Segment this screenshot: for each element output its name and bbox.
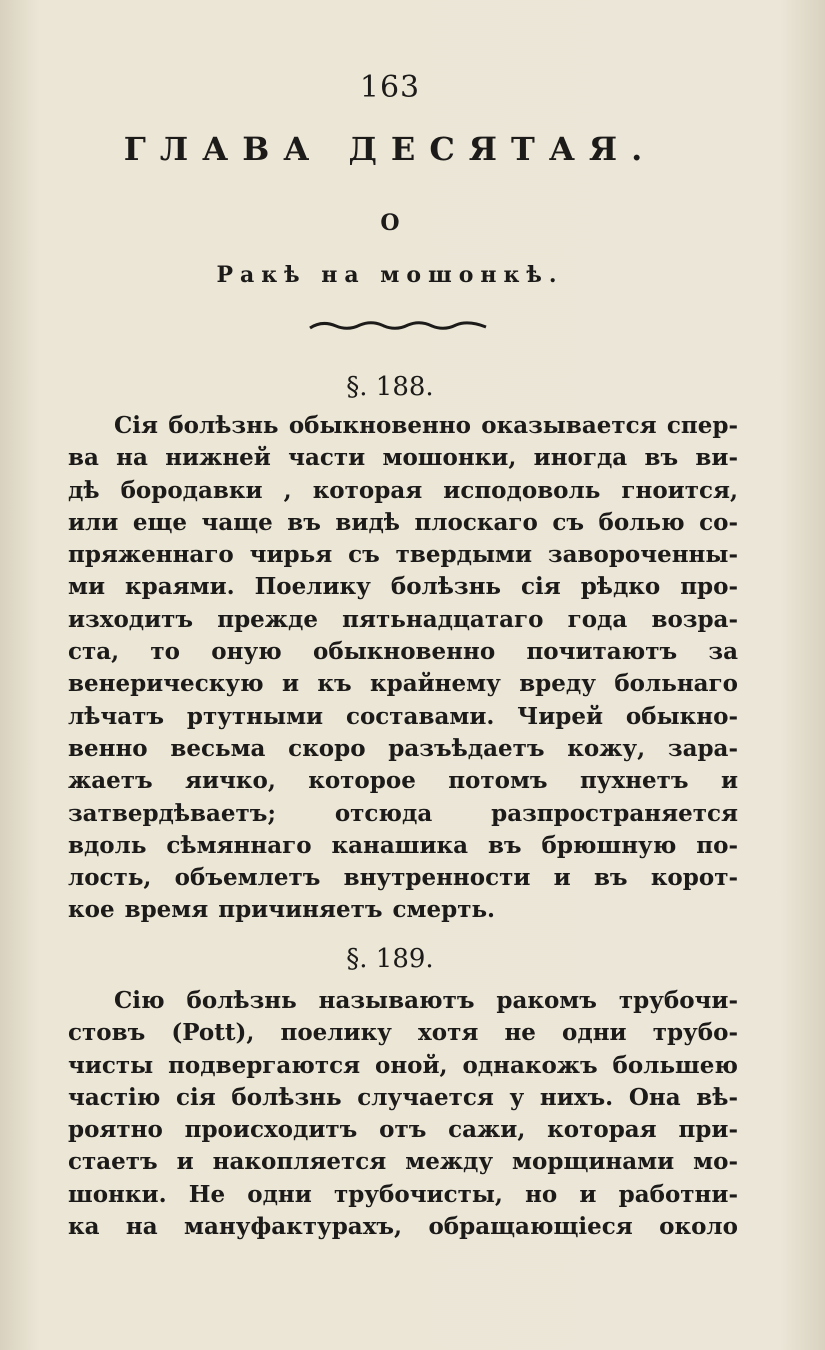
text-line: ми краями. Поелику болѣзнь сія рѣдко про- — [68, 573, 738, 601]
text-line: пряженнаго чирья съ твердыми завороченны- — [68, 541, 738, 569]
text-line: ста, то оную обыкновенно почитаютъ за — [68, 638, 738, 666]
page-number: 163 — [359, 70, 421, 105]
text-line: лость, объемлетъ внутренности и въ корот- — [68, 864, 738, 892]
text-line: шонки. Не одни трубочисты, но и работни- — [68, 1180, 738, 1208]
section-188-paragraph — [68, 410, 738, 927]
chapter-subtitle-prefix: О — [380, 210, 400, 236]
text-line: венерическую и къ крайнему вреду больнаго — [68, 670, 738, 698]
ornament-divider-icon — [308, 318, 488, 334]
text-line: или еще чаще въ видѣ плоскаго съ болью со- — [68, 508, 738, 536]
text-line: ка на мануфактурахъ, обращающіеся около — [68, 1213, 738, 1241]
text-line: венно весьма скоро разъѣдаетъ кожу, зара- — [68, 734, 738, 762]
text-line: вдоль сѣмяннаго канашика въ брюшную по- — [68, 831, 738, 859]
text-line: частію сія болѣзнь случается у нихъ. Она вѣ- — [68, 1083, 738, 1111]
text-line: лѣчатъ ртутными составами. Чирей обыкно- — [68, 702, 738, 730]
text-line: Сію болѣзнь называютъ ракомъ трубочи- — [114, 987, 738, 1014]
chapter-subject: Ракѣ на мошонкѣ. — [216, 262, 564, 288]
chapter-title: ГЛАВА ДЕСЯТАЯ. — [123, 130, 657, 168]
text-line: стовъ (Pott), поелику хотя не одни трубо- — [68, 1019, 738, 1047]
text-line: дѣ бородавки , которая исподоволь гноится, — [68, 476, 738, 504]
text-line: стаетъ и накопляется между морщинами мо- — [68, 1148, 738, 1176]
section-189-paragraph — [68, 985, 738, 1243]
text-line: Сія болѣзнь обыкновенно оказывается спер- — [114, 412, 738, 439]
text-line: ва на нижней части мошонки, иногда въ ви- — [68, 444, 738, 472]
text-line: роятно происходитъ отъ сажи, которая при- — [68, 1116, 738, 1144]
section-heading-189: §. 189. — [346, 944, 434, 974]
text-line: кое время причиняетъ смерть. — [68, 896, 496, 924]
text-line: изходитъ прежде пятьнадцатаго года возра- — [68, 605, 738, 633]
text-line: жаетъ яичко, которое потомъ пухнетъ и — [68, 767, 738, 795]
text-line: затвердѣваетъ; отсюда разпространяется — [68, 799, 738, 827]
section-heading-188: §. 188. — [346, 372, 434, 402]
text-line: чисты подвергаются оной, однакожъ большею — [68, 1051, 738, 1079]
